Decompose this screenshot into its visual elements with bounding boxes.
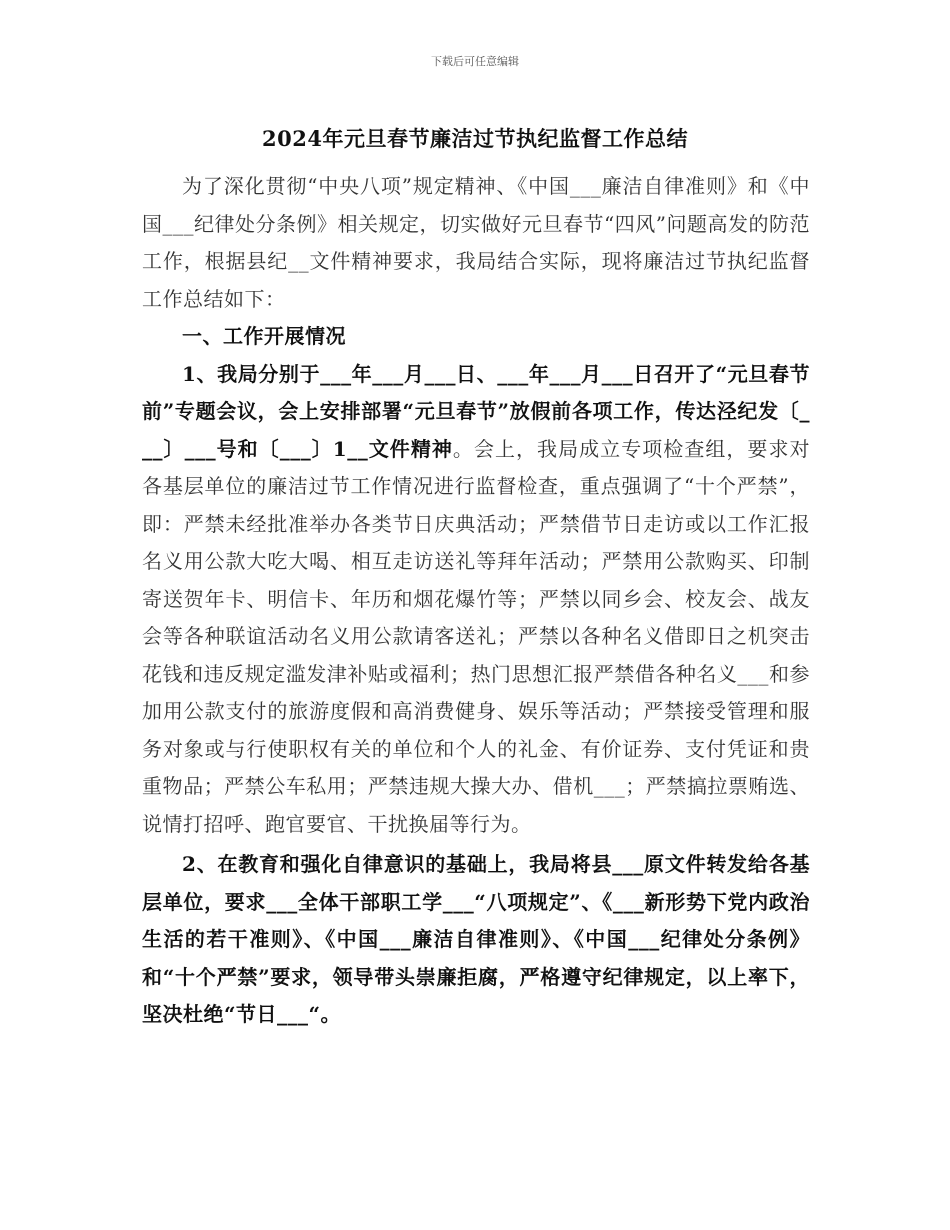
section-heading: 一、工作开展情况 [182,324,346,348]
header-note: 下载后可任意编辑 [431,55,519,68]
item-1-paragraph [142,356,810,844]
intro-paragraph: 为了深化贯彻“中央八项”规定精神、《中国___廉洁自律准则》和《中国___纪律处分条例》相关规定，切实做好元旦春节“四风”问题高发的防范工作，根据县纪__文件精神要求，我局结合实际，现将廉洁过节执纪监督工作总结如下： [142,174,810,311]
item-1-body-text: 。会上，我局成立专项检查组，要求对各基层单位的廉洁过节工作情况进行监督检查，重点强调了“十个严禁”，即：严禁未经批准举办各类节日庆典活动；严禁借节日走访或以工作汇报名义用公款大吃大喝、相互走访送礼等拜年活动；严禁用公款购买、印制寄送贺年卡、明信卡、年历和烟花爆竹等；严禁以同乡会、校友会、战友会等各种联谊活动名义用公款请客送礼；严禁以各种名义借即日之机突击花钱和违反规定滥发津补贴或福利；热门思想汇报严禁借各种名义___和参加用公款支付的旅游度假和高消费健身、娱乐等活动；严禁接受管理和服务对象或与行使职权有关的单位和个人的礼金、有价证券、支付凭证和贵重物品；严禁公车私用；严禁违规大操大办、借机___；严禁搞拉票贿选、说情打招呼、跑官要官、干扰换届等行为。 [142,436,811,836]
item-1-bold-text: 1、我局分别于___年___月___日、___年___月___日召开了“元旦春节前”专题会议，会上安排部署“元旦春节”放假前各项工作，传达泾纪发〔___〕___号和〔___〕1__文件精神 [142,361,810,461]
document-body [142,168,810,1034]
document-title: 2024年元旦春节廉洁过节执纪监督工作总结 [262,126,688,151]
item-2-paragraph: 2、在教育和强化自律意识的基础上，我局将县___原文件转发给各基层单位，要求___全体干部职工学___“八项规定”、《___新形势下党内政治生活的若干准则》、《中国___廉洁自律准则》、《中国___纪律处分条例》和“十个严禁”要求，领导带头崇廉拒腐，严格遵守纪律规定，以上率下，坚决杜绝“节日___“。 [142,852,810,1026]
